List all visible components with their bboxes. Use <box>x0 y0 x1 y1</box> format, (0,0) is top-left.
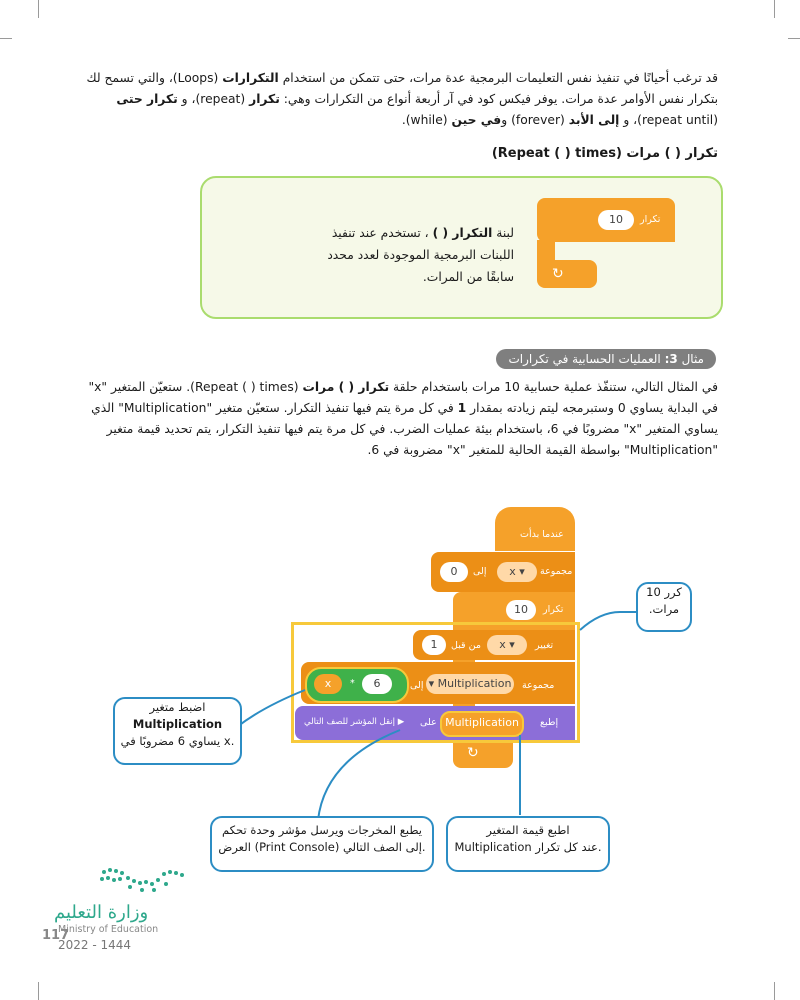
zero-slot: 0 <box>440 562 468 582</box>
year-label: 2022 - 1444 <box>58 938 132 952</box>
change-var-dropdown[interactable]: x ▾ <box>487 635 527 655</box>
intro-paragraph: قد ترغب أحيانًا في تنفيذ نفس التعليمات البرمجية عدة مرات، حتى تتمكن من استخدام التكرارات (Loops)، والتي تسمح لك بتكرار نفس الأوامر عدة مرات. يوفر فيكس كود في آر أربعة أنواع من التكرارات وهي: تكرار (repeat)، و تكرار حتى (repeat until)، و إلى الأبد (forever) وفي حين (while). <box>86 71 718 127</box>
page-number: 117 <box>42 928 70 943</box>
crop-mark <box>774 0 775 18</box>
callout-value: اطبع قيمة المتغير Multiplication عند كل تكرار. <box>446 816 610 872</box>
section-heading: تكرار ( ) مرات (Repeat ( ) times) <box>491 146 718 161</box>
change-label: تغيير <box>535 640 554 651</box>
six-slot: 6 <box>362 674 392 694</box>
crop-mark <box>788 38 800 39</box>
to-label-2: إلى <box>410 680 424 691</box>
on-label: على <box>420 717 437 728</box>
newline-label: إنقل المؤشر للصف التالي ▶ <box>304 717 405 727</box>
crop-mark <box>0 38 12 39</box>
repeat-block-bottom <box>537 260 597 288</box>
callout-repeat10: كرر 10 مرات. <box>636 582 692 632</box>
set-label: مجموعة <box>540 566 573 577</box>
crop-mark <box>774 982 775 1000</box>
example-paragraph: في المثال التالي، ستنفّذ عملية حسابية 10 مرات باستخدام حلقة تكرار ( ) مرات (Repeat ( ) times). ستعيّن المتغير "x" في البداية يساوي 0 وستبرمجه ليتم زيادته بمقدار 1 في كل مرة يتم فيها تنفيذ التكرار. ستعيّن متغير "Multiplication" الذي يساوي المتغير "x" مضروبًا في 6، باستخدام بيئة عمليات الضرب. في كل مرة يتم فيها تنفيذ التكرار، يتم تحديد قيمة متغير "Multiplication" بواسطة القيمة الحالية للمتغير "x" مضروبة في 6. <box>88 380 718 457</box>
var-x-dropdown[interactable]: x ▾ <box>497 562 537 582</box>
crop-mark <box>38 982 39 1000</box>
example-pill: مثال 3: العمليات الحسابية في تكرارات <box>496 349 716 369</box>
repeat-count-slot: 10 <box>598 210 634 230</box>
ministry-logo-icon <box>94 862 194 900</box>
op-label: * <box>350 678 355 689</box>
repeat-ten-slot: 10 <box>506 600 536 620</box>
ministry-name-ar: وزارة التعليم <box>54 902 149 923</box>
to-label: إلى <box>473 566 487 577</box>
mult-var-dropdown[interactable]: ▾ Multiplication <box>426 674 514 694</box>
crop-mark <box>38 0 39 18</box>
one-slot: 1 <box>422 635 446 655</box>
loop-arrow-icon: ↻ <box>467 745 479 761</box>
callout-set-mult: اضبط متغير Multiplication يساوي 6 مضروبًا في x. <box>113 697 242 765</box>
start-label: عندما بدأت <box>520 529 564 540</box>
print-var-slot: Multiplication <box>440 711 524 737</box>
repeat-description: لبنة التكرار ( ) ، تستخدم عند تنفيذ اللبنات البرمجية الموجودة لعدد محدد سابقًا من المرات. <box>327 226 514 284</box>
repeat-block-side <box>537 240 555 262</box>
repeat-label: تكرار <box>543 604 564 615</box>
ministry-name-en: Ministry of Education <box>58 924 159 935</box>
callout-print: يطبع المخرجات ويرسل مؤشر وحدة تحكم العرض (Print Console) إلى الصف التالي. <box>210 816 434 872</box>
loop-arrow-icon: ↻ <box>552 266 564 282</box>
print-label: إطبع <box>540 717 559 728</box>
loop-highlight <box>291 622 580 743</box>
mult-x-slot: x <box>314 674 342 694</box>
set-label-2: مجموعة <box>522 680 555 691</box>
by-label: من قبل <box>451 640 481 651</box>
repeat-block-label: تكرار <box>640 214 661 225</box>
